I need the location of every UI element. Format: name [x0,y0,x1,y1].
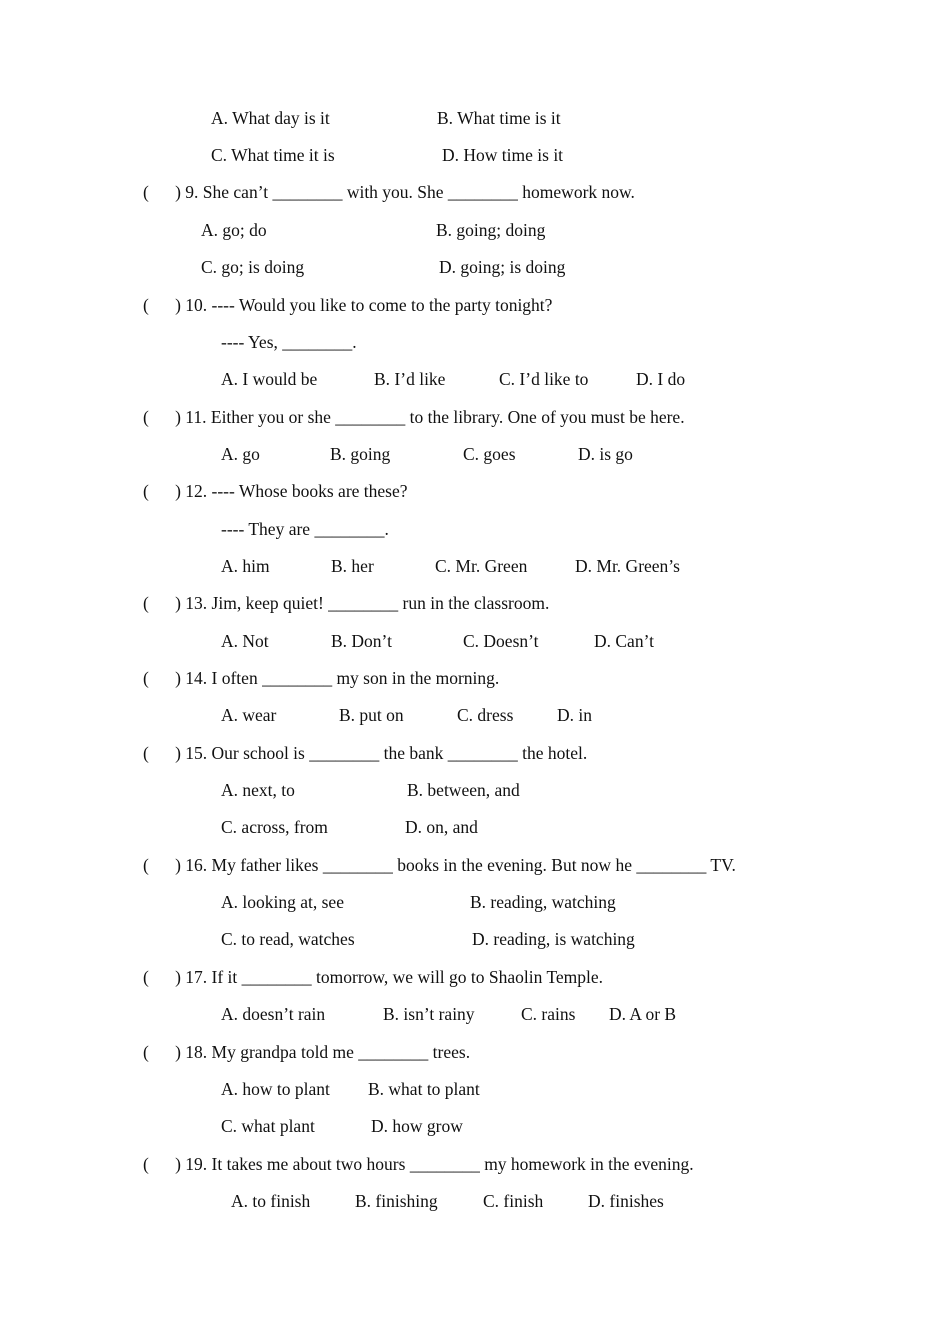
q15-option-a: A. next, to [221,780,295,800]
q17-option-d: D. A or B [609,1004,677,1024]
q12-option-d: D. Mr. Green’s [575,556,680,576]
q9-option-c: C. go; is doing [201,257,305,277]
q16-question: ( ) 16. My father likes ________ books in the evening. But now he ________ TV. [143,855,736,875]
q15-question: ( ) 15. Our school is ________ the bank ________ the hotel. [143,743,588,763]
q8-option-b: B. What time is it [437,108,561,128]
q10-response: ---- Yes, ________. [221,332,357,352]
q9-option-b: B. going; doing [436,220,546,240]
q10-option-c: C. I’d like to [499,369,589,389]
q18-option-a: A. how to plant [221,1079,330,1099]
q11-option-a: A. go [221,444,260,464]
q11-option-d: D. is go [578,444,633,464]
q11-option-b: B. going [330,444,391,464]
q9-option-a: A. go; do [201,220,267,240]
q15-option-d: D. on, and [405,817,478,837]
q19-option-b: B. finishing [355,1191,438,1211]
q14-question: ( ) 14. I often ________ my son in the morning. [143,668,500,688]
q13-option-c: C. Doesn’t [463,631,539,651]
q18-option-c: C. what plant [221,1116,315,1136]
q13-option-b: B. Don’t [331,631,392,651]
q14-option-d: D. in [557,705,592,725]
q17-option-b: B. isn’t rainy [383,1004,475,1024]
q17-option-a: A. doesn’t rain [221,1004,326,1024]
q14-option-b: B. put on [339,705,404,725]
q10-option-a: A. I would be [221,369,318,389]
q12-option-b: B. her [331,556,374,576]
q12-option-c: C. Mr. Green [435,556,528,576]
q8-option-d: D. How time is it [442,145,564,165]
q19-option-d: D. finishes [588,1191,664,1211]
q13-option-a: A. Not [221,631,269,651]
q19-question: ( ) 19. It takes me about two hours ________ my homework in the evening. [143,1154,694,1174]
q16-option-b: B. reading, watching [470,892,616,912]
q19-option-c: C. finish [483,1191,544,1211]
q15-option-c: C. across, from [221,817,328,837]
q13-option-d: D. Can’t [594,631,654,651]
q17-question: ( ) 17. If it ________ tomorrow, we will go to Shaolin Temple. [143,967,604,987]
q11-question: ( ) 11. Either you or she ________ to the library. One of you must be here. [143,407,685,427]
q14-option-a: A. wear [221,705,277,725]
q12-response: ---- They are ________. [221,519,389,539]
q10-option-d: D. I do [636,369,686,389]
q18-option-b: B. what to plant [368,1079,480,1099]
q10-question: ( ) 10. ---- Would you like to come to the party tonight? [143,295,553,315]
q11-option-c: C. goes [463,444,516,464]
q8-option-c: C. What time it is [211,145,335,165]
q18-option-d: D. how grow [371,1116,463,1136]
q16-option-a: A. looking at, see [221,892,344,912]
q8-option-a: A. What day is it [211,108,330,128]
q9-question: ( ) 9. She can’t ________ with you. She ________ homework now. [143,182,635,202]
q17-option-c: C. rains [521,1004,576,1024]
q14-option-c: C. dress [457,705,514,725]
q16-option-c: C. to read, watches [221,929,355,949]
q19-option-a: A. to finish [231,1191,311,1211]
q12-question: ( ) 12. ---- Whose books are these? [143,481,408,501]
q9-option-d: D. going; is doing [439,257,566,277]
q10-option-b: B. I’d like [374,369,446,389]
q13-question: ( ) 13. Jim, keep quiet! ________ run in the classroom. [143,593,550,613]
q12-option-a: A. him [221,556,270,576]
q16-option-d: D. reading, is watching [472,929,635,949]
q15-option-b: B. between, and [407,780,520,800]
q18-question: ( ) 18. My grandpa told me ________ trees. [143,1042,471,1062]
